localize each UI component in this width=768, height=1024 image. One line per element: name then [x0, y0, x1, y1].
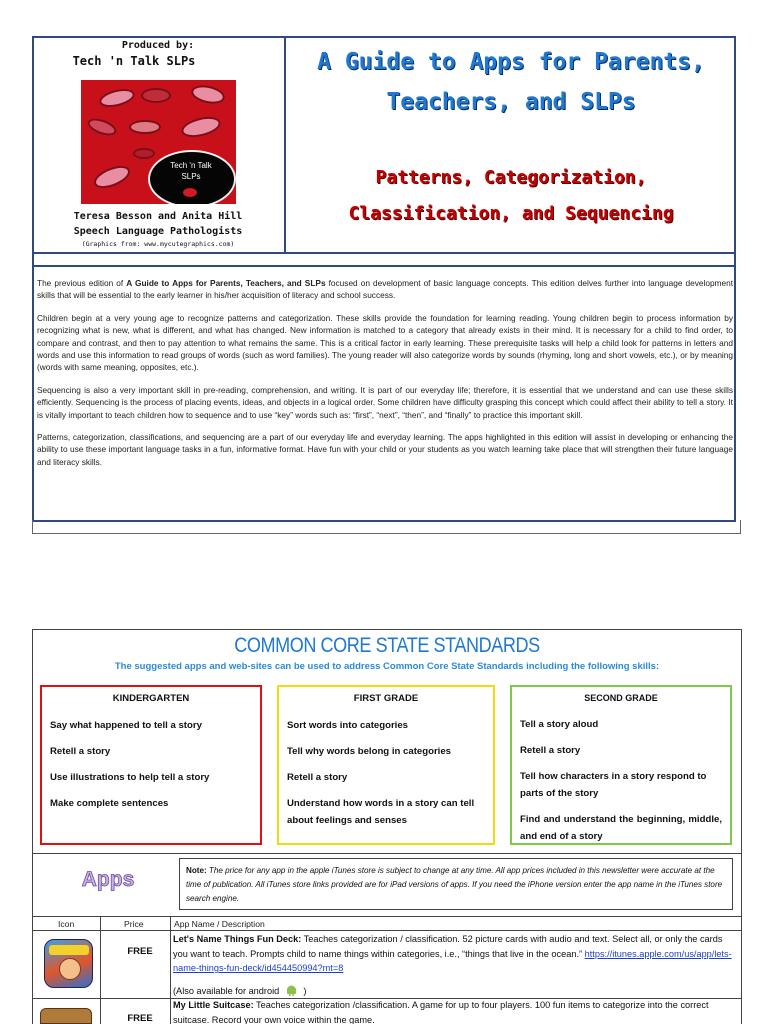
grade-skill: Use illustrations to help tell a story — [50, 772, 210, 783]
app-price: FREE — [127, 946, 153, 957]
intro-text — [37, 277, 733, 478]
company-name: Tech 'n Talk SLPs — [72, 54, 196, 68]
header-divider-secondary — [32, 265, 736, 267]
grade-skill: Say what happened to tell a story — [50, 720, 202, 731]
android-text: (Also available for android — [173, 985, 282, 996]
company-logo — [81, 80, 236, 204]
app-icon-character — [59, 958, 81, 980]
android-availability — [173, 984, 738, 999]
app-name: Let's Name Things Fun Deck: — [173, 934, 302, 944]
title-line1: A Guide to Apps for Parents, — [317, 49, 705, 75]
grade-skill: Tell how characters in a story respond to parts of the story — [520, 771, 707, 799]
column-header-icon: Icon — [58, 919, 75, 929]
lets-name-things-app-icon[interactable] — [44, 939, 93, 988]
android-icon — [286, 984, 297, 996]
lips-graphic — [86, 115, 119, 138]
table-header-border — [32, 930, 742, 931]
logo-lips-dot — [183, 188, 197, 197]
authors-role: Speech Language Pathologists — [73, 226, 243, 237]
grade-heading: KINDERGARTEN — [112, 693, 190, 704]
grade-skill: Tell why words belong in categories — [287, 746, 452, 757]
edition-subtitle — [288, 160, 734, 232]
my-little-suitcase-app-icon[interactable] — [40, 1008, 92, 1024]
authors-block — [34, 209, 282, 239]
intro-p1-rest: focused on development of basic language concepts. This edition delves further into language development skills that will be essential to the early learner in his/her acquisition of literacy and school success. — [37, 278, 734, 301]
grade-skill: Sort words into categories — [287, 720, 409, 731]
column-header-app-name: App Name / Description — [174, 919, 265, 929]
produced-by-label: Produced by: — [121, 40, 195, 51]
itunes-link[interactable]: https://itunes.apple.com/us/app/lets-name-things-fun-deck/id454450994?mt=8 — [173, 948, 732, 973]
lips-graphic — [129, 120, 161, 134]
app-description — [173, 998, 738, 1024]
header-divider — [32, 252, 736, 254]
header-divider-vertical — [284, 36, 286, 254]
grade-skill: Retell a story — [287, 772, 348, 783]
grade-box-kindergarten — [40, 685, 262, 845]
authors-names: Teresa Besson and Anita Hill — [73, 211, 243, 222]
app-icon-banner — [49, 945, 89, 955]
header-bottom-strip — [32, 520, 741, 534]
app-name: My Little Suitcase: — [173, 1000, 254, 1010]
intro-paragraph-4: Patterns, categorization, classifications, and sequencing are a part of our everyday life and everyday learning. The apps highlighted in this edition will assist in developing or enhancing the ability to use these important language tasks in a fun, informative format. Have fun with your child or your students as you watch learning take place that will strengthen their future language and literacy skills. — [37, 432, 733, 467]
logo-badge-text — [155, 160, 227, 182]
grade-skill: Make complete sentences — [50, 798, 169, 809]
table-top-border — [32, 916, 742, 917]
standards-title: COMMON CORE STATE STANDARDS — [234, 634, 540, 657]
page-title — [288, 42, 734, 122]
lips-graphic — [91, 162, 133, 193]
intro-p1-text: The previous edition of — [37, 278, 127, 288]
standards-subtitle: The suggested apps and web-sites can be used to address Common Core State Standards including the following skills: — [114, 661, 660, 672]
subtitle-line1: Patterns, Categorization, — [375, 167, 647, 188]
intro-p1-bold: A Guide to Apps for Parents, Teachers, and SLPs — [126, 278, 326, 288]
lips-graphic — [141, 88, 171, 103]
app-description-text: Teaches categorization /classification. A game for up to four players. 100 fun items to categorize into the correct suitcase. Record your own voice within the game. — [173, 1000, 709, 1024]
subtitle-line2: Classification, and Sequencing — [348, 203, 674, 224]
graphics-credit: (Graphics from: www.mycutegraphics.com) — [81, 240, 235, 248]
grade-skill: Understand how words in a story can tell about feelings and senses — [287, 798, 475, 826]
grade-heading: SECOND GRADE — [584, 693, 658, 703]
apps-section-title: Apps — [81, 868, 135, 891]
lips-graphic — [190, 83, 227, 107]
grade-skill: Tell a story aloud — [520, 719, 599, 730]
section-divider — [32, 853, 742, 854]
lips-graphic — [133, 148, 155, 159]
lips-graphic — [179, 113, 222, 140]
note-label: Note: — [186, 866, 207, 875]
intro-paragraph-3: Sequencing is also a very important skill in pre-reading, comprehension, and writing. It is part of our everyday life; therefore, it is essential that we understand and can use these skills efficiently. Sequencing is the process of placing events, ideas, and objects in a logical order. Some children have difficulty grasping this concept which could affect their ability to tell a story. It is vitally important to teach children how to sequence and to use “key” words such as: “first”, “next”, “then”, and “finally” to practice this important skill. — [37, 384, 733, 420]
grade-skill: Retell a story — [50, 746, 111, 757]
grade-box-second-grade — [510, 685, 732, 845]
table-column-divider — [170, 916, 171, 1024]
table-column-divider — [100, 916, 101, 1024]
price-note — [179, 858, 733, 910]
android-text-close: ) — [300, 985, 307, 996]
lips-graphic — [98, 86, 137, 110]
column-header-price: Price — [124, 919, 144, 929]
grade-skill: Find and understand the beginning, middle, and end of a story — [520, 814, 722, 842]
app-description-text: Teaches categorization / classification. 52 picture cards with audio and text. Select all, or only the cards you want to teach. Prompts child to name things within categories, i.e., “things that live in the ocean.” — [173, 934, 723, 959]
intro-paragraph-2: Children begin at a very young age to recognize patterns and categorization. These skills provide the foundation for learning reading. Young children begin to process information by recognizing what is new, what is different, and what has changed. New information is matched to a category that already exists in their mind. It is necessary for a child to find order, to compare and contrast, and then to pay attention to what remains the same. This is a critical factor in early learning. These prerequisite tasks will help a child look for patterns in letters and words and use this information to read groups of words (such as word families). The young reader will also categorize words by sounds (rhyming, long and short vowels, etc.), or by meaning (words with same meaning, opposites, etc.). — [37, 312, 733, 373]
title-line2: Teachers, and SLPs — [386, 89, 636, 115]
grade-skill: Retell a story — [520, 745, 581, 756]
note-text: The price for any app in the apple iTunes store is subject to change at any time. All app prices included in this newsletter were accurate at the time of publication. All iTunes store links provided are for iPad versions of apps. If you need the iPhone version enter the app name in the iTunes store search engine. — [186, 866, 723, 903]
app-price: FREE — [127, 1013, 153, 1024]
grade-box-first-grade — [277, 685, 495, 845]
app-description — [173, 932, 738, 998]
logo-text-line2: SLPs — [181, 172, 201, 181]
logo-text-line1: Tech 'n Talk — [170, 161, 212, 170]
intro-paragraph-1 — [37, 277, 733, 302]
grade-heading: FIRST GRADE — [353, 693, 419, 704]
